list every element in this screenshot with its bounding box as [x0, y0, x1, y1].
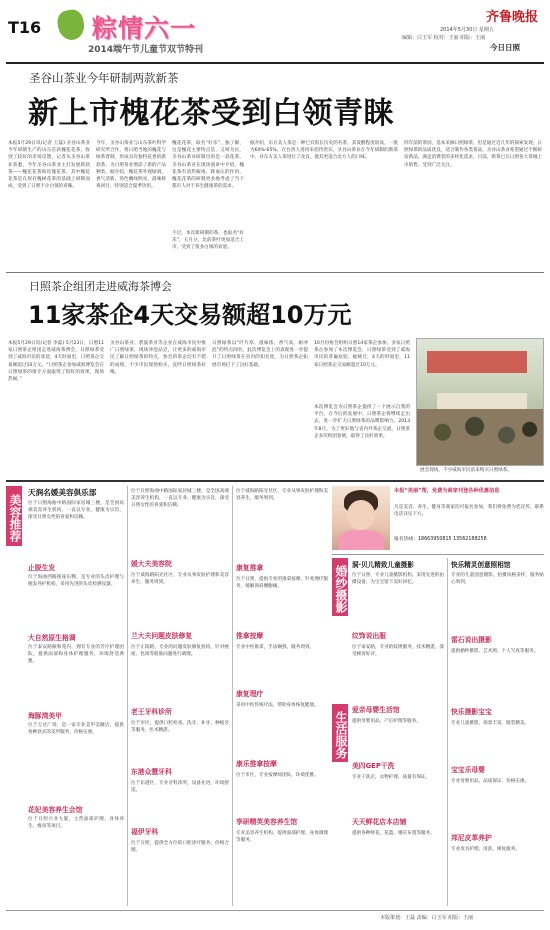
date-line: 2014年5月30日 星期五 — [440, 27, 494, 33]
story2-col1: 本报5月29日讯(记者 李磊) 5月23日，日照11家日照茶企组团走进威海茶博会，日照绿茶受到了威海市民的欢迎，4天时间里，日照茶企交易额超过10万元。“日照茶企参加威海博览会在日照绿茶的推介方面取得了很好的效果，现场热闹。” — [8, 341, 104, 383]
beauty-item-title-2: 大自然原生格调 — [28, 634, 76, 642]
story1-col3: 槐花花茶，取名“好乐”，独了解，这是槐花主要特点是，又叫为民，圣谷山茶业研制出的是一款花茶，圣谷山茶业在现场演讲中介绍，槐花茶有清热解毒、降血压的作用，槐花花茶的研制更多地考虑了当下都市人对于养生健康茶的需求。 — [172, 141, 244, 190]
mid-intro: 位于日照海曲中路国际家居城三楼，是全国高端美容养生机构，一直以专业、健康为宗旨，深受日照女性的喜爱和信赖。 — [131, 489, 229, 509]
right-item-text-2: 位于泰安路，专业的纹绣服务，技术精湛，深受顾客好评。 — [352, 645, 444, 658]
life-section-label: 生活服务 — [332, 704, 348, 762]
mid-item-text-3: 位于市区，提供口腔检查、洗牙、补牙、种植牙等服务，医术精湛。 — [131, 721, 229, 734]
right-item-text-1: 位于日照，专业儿童摄影机构，采用先进的拍摄设备，为宝宝留下美好回忆。 — [352, 573, 444, 586]
editor-line: 编辑：白玉军 校对：王丽 组版：王丽 — [402, 35, 486, 41]
story2-kicker: 日照茶企组团走进威海茶博会 — [29, 280, 172, 293]
col3-item-title-3: 康复理疗 — [236, 690, 264, 698]
right-item-title-1: 洞·贝儿精致儿童摄影 — [352, 561, 414, 569]
mid-item-title-5: 福伊牙科 — [131, 828, 159, 836]
masthead-divider — [6, 62, 544, 64]
mid-item-text-1: 位于威海路阳光社区，专业从事皮肤护理和美容养生，服务周到。 — [131, 573, 229, 586]
photo-caption: 展会现场，不少威海市民前来购买日照绿茶。 — [420, 468, 512, 473]
photo-crowd-shape — [417, 409, 544, 466]
story2-col3: 日照绿茶以“叶片厚、滋味浓、香气高、耐冲泡”的特点闻名，此次博览会上的表现进一步提升了日照绿茶在省内的知名度，为日照茶企拓展市场打下了良好基础。 — [212, 341, 308, 368]
beauty-item-text-3: 位于万达广场，是一家专业美甲美睫店，提供各种款式的美甲服务，价格实惠。 — [28, 723, 124, 736]
right-item-title-10: 邦尼皮革养护 — [451, 834, 492, 842]
beauty-section-label: 美容推荐 — [6, 486, 22, 546]
mid-item-text-4: 位于东港区，专业牙科诊所，设备先进，环境舒适。 — [131, 781, 229, 794]
footer-credits: 本版策划：王磊 责编：白玉军 组版：王丽 — [380, 915, 474, 921]
beauty-item-text-2: 位于泰安路颐和苑内，拥有专业的芳疗护理团队，提供面部和身体护理服务，环境舒适典雅。 — [28, 645, 124, 665]
col3-item-title-1: 康复推拿 — [236, 564, 264, 572]
col3-item-text-3: 采用中医传统疗法，帮助身体恢复健康。 — [236, 703, 319, 708]
mid-item-title-4: 东港众慧牙科 — [131, 768, 172, 776]
col3-item-title-2: 推拿按摩 — [236, 632, 264, 640]
right-item-text-5: 专业儿童摄影，场景丰富，服装精美。 — [451, 721, 530, 726]
banner-title: 粽情六一 — [92, 14, 197, 43]
right-item-title-5: 快乐摄影宝宝 — [451, 708, 492, 716]
col3-item-text-4: 位于市区，专业按摩师团队，环境优雅。 — [236, 773, 319, 778]
right-item-title-9: 宝宝乐母婴 — [451, 766, 485, 774]
right-item-text-6: 提供母婴用品、产后护理等服务。 — [352, 719, 421, 724]
beauty-item-title-3: 海豚湾美甲 — [28, 712, 62, 720]
mid-item-title-1: 媛大夫美容院 — [131, 560, 172, 568]
mid-item-title-3: 老王牙科诊所 — [131, 708, 172, 716]
page-number: T16 — [8, 18, 42, 37]
col-divider-3 — [447, 558, 448, 906]
beauty-club-title: 天润名媛美容俱乐部 — [28, 488, 97, 497]
ad-contacts: 报名热线：18663950815 13562188258 — [394, 537, 487, 542]
col3-intro: 位于威海路阳光社区，专业从事皮肤护理和美容养生，服务周到。 — [236, 489, 328, 502]
wedding-section-label: 婚纱摄影 — [332, 558, 348, 616]
story1-kicker: 圣谷山茶业今年研制两款新茶 — [29, 71, 179, 85]
zongzi-icon — [56, 8, 87, 42]
footer-divider — [6, 910, 544, 911]
story1-headline: 新上市槐花茶受到白领青睐 — [28, 96, 394, 131]
story2-col5: 本次博览会为日照茶企提供了一个展示自我的平台，在今后的发展中，日照茶企将继续走出去，进一步扩大日照绿茶的品牌影响力。2013年8月，为了更好地与省内外茶企交流，日照茶企多次组团参展，取得了良好效果。 — [314, 405, 410, 439]
mid-item-title-2: 兰大夫问题皮肤修复 — [131, 632, 193, 640]
story1-col1: 本报5月29日讯(记者 王磊) 圣谷山茶业今年研制生产的山东首款槐花花茶，收到了较好的市场反馈，记者从圣谷山茶业获悉，今年圣谷山茶业主打发展新款茶——槐花花茶和玫瑰花茶，其中槐花花茶是在原有槐树花茶的基础上研制而成，受到了日照不少白领的青睐。 — [8, 141, 90, 190]
beauty-item-text-1: 位于海曲西路银座东侧，是专业的头皮护理与脱发养护机构，采用先进的头皮检测仪器。 — [28, 575, 124, 588]
lower-divider — [6, 480, 544, 482]
col3-item-text-5: 专业美容养生机构，提供面部护理、身体调理等服务。 — [236, 831, 328, 844]
story2-col4: 10月份协会组织日照14家茶企参加，多家日照茶企参加了本次博览会，日照绿茶受到了威海市民的普遍欢迎，据统计，4天的时间里，11家日照茶企交易额超过10万元。 — [314, 341, 410, 368]
child-shirt-shape — [338, 530, 384, 550]
ad-title: 本报“美丽”帮，免费为商家刊登各种优惠信息 — [394, 488, 500, 494]
story1-col5: 据介绍，东方美人茶是一种已有很长历史的名茶，其发酵程度较高，一般为60%-65%，在台湾人进用来招待贵宾。圣谷山茶业在今年研制的新茶中，对东方美人茶进行了改良，使其更适合北方人的口味。 — [250, 141, 398, 161]
expo-photo — [416, 338, 544, 466]
story1-col4: 不过，本次新研制的茶，也取名“好乐”，五月分，比前茶叶更加适合上市，受到了很多白领的欢迎。 — [172, 231, 244, 251]
child-face-shape — [347, 500, 375, 530]
mid-item-text-5: 位于日照，提供全方位的口腔诊疗服务，价格合理。 — [131, 841, 229, 854]
right-item-title-6: 爱亲母婴生活馆 — [352, 706, 400, 714]
right-item-title-4: 雷石说出摄影 — [451, 636, 492, 644]
col3-item-title-5: 享研精英美容养生馆 — [236, 818, 298, 826]
right-item-title-7: 美四GEP干洗 — [352, 762, 395, 770]
banner-subtitle: 2014端午节儿童节双节特刊 — [88, 45, 204, 55]
story1-col2: 今年，圣谷山茶业与山东茶叶科学研究所合作，将日照当地的槐花与绿茶窨制，形成具有独特花香的新款茶，为日照茶业增添了新的产品种类。据介绍，槐花茶外观绿润，香气清新，汤色嫩绿明亮，滋味鲜爽回甘，特别适合夏季饮用。 — [96, 141, 166, 190]
beauty-item-title-1: 止脱生发 — [28, 564, 56, 572]
beauty-item-title-4: 花妃美容养生会馆 — [28, 806, 83, 814]
right-item-title-2: 纹饰说出服 — [352, 632, 386, 640]
col3-item-title-4: 康乐推拿按摩 — [236, 760, 277, 768]
photo-table-shape — [437, 393, 527, 409]
story2-headline: 11家茶企4天交易额超10万元 — [28, 301, 352, 329]
col3-item-text-2: 专业中医推拿，手法娴熟，服务周到。 — [236, 645, 315, 650]
col3-item-text-1: 位于日照，提供专业的推拿按摩、针灸理疗服务，缓解颈肩腰腿痛。 — [236, 577, 328, 590]
ad-text: 凡是美容、养生、健身等商家均可报名参加，我们将免费为您宣传，联系电话详见下方。 — [394, 505, 544, 518]
right-item-text-7: 专业干洗店，衣物护理，质量有保证。 — [352, 775, 431, 780]
right-item-title-8: 天天鲜花店本店铺 — [352, 818, 407, 826]
festival-banner — [52, 6, 252, 56]
section-name: 今日日照 — [490, 43, 520, 52]
story-divider — [6, 272, 544, 273]
child-photo — [332, 486, 390, 550]
paper-logo: 齐鲁晚报 — [486, 10, 539, 25]
beauty-item-text-4: 位于日照兴业大厦，主营面部护理、身体养生、瘦身等项目。 — [28, 817, 124, 830]
col-divider-1 — [127, 486, 128, 906]
story2-col2: 圣谷山茶业、碧波茶业等企业在威海市民中推广日照绿茶，现场冲泡品尝，让更多的威海市民了解日照绿茶的特点，参会的茶企均有不错的成绩，不少市民现场购买，直呼日照绿茶好喝。 — [110, 341, 206, 375]
right-item-text-4: 提供婚纱摄影、艺术照、个人写真等服务。 — [451, 649, 539, 654]
story1-col6: 四年前的茶园，基本采摘日照绿茶，但是通过近几年的探索发现，日照绿茶的品质优良，适合制作各类茶品，圣谷山茶业希望通过不断研发新品，满足消费者的多样化需求。目前，新茶已在日照各大茶城上市销售，受到广泛关注。 — [404, 141, 542, 168]
col-divider-2 — [232, 486, 233, 906]
right-item-text-8: 提供各种鲜花、花篮、婚庆布置等服务。 — [352, 831, 435, 836]
ad-divider — [332, 554, 544, 555]
right-item-text-3: 专业的儿童创意摄影，拍摄风格多样，服务贴心周到。 — [451, 573, 544, 586]
right-item-title-3: 快乐精灵创意照相馆 — [451, 561, 511, 569]
masthead — [0, 0, 550, 62]
right-item-text-9: 专业母婴用品，品质保证，价格实惠。 — [451, 779, 530, 784]
beauty-club-intro: 位于日照海曲中路国际家居城三楼，是全国高端美容养生机构，一直以专业、健康为宗旨，深受日照女性的喜爱和信赖。 — [28, 501, 124, 521]
photo-banner-shape — [427, 351, 527, 373]
mid-item-text-2: 位于正阳路，专业的问题皮肤修复机构，针对痤疮、色斑等肌肤问题进行调理。 — [131, 645, 229, 658]
right-item-text-10: 专业皮具护理、清洗、修复服务。 — [451, 847, 520, 852]
